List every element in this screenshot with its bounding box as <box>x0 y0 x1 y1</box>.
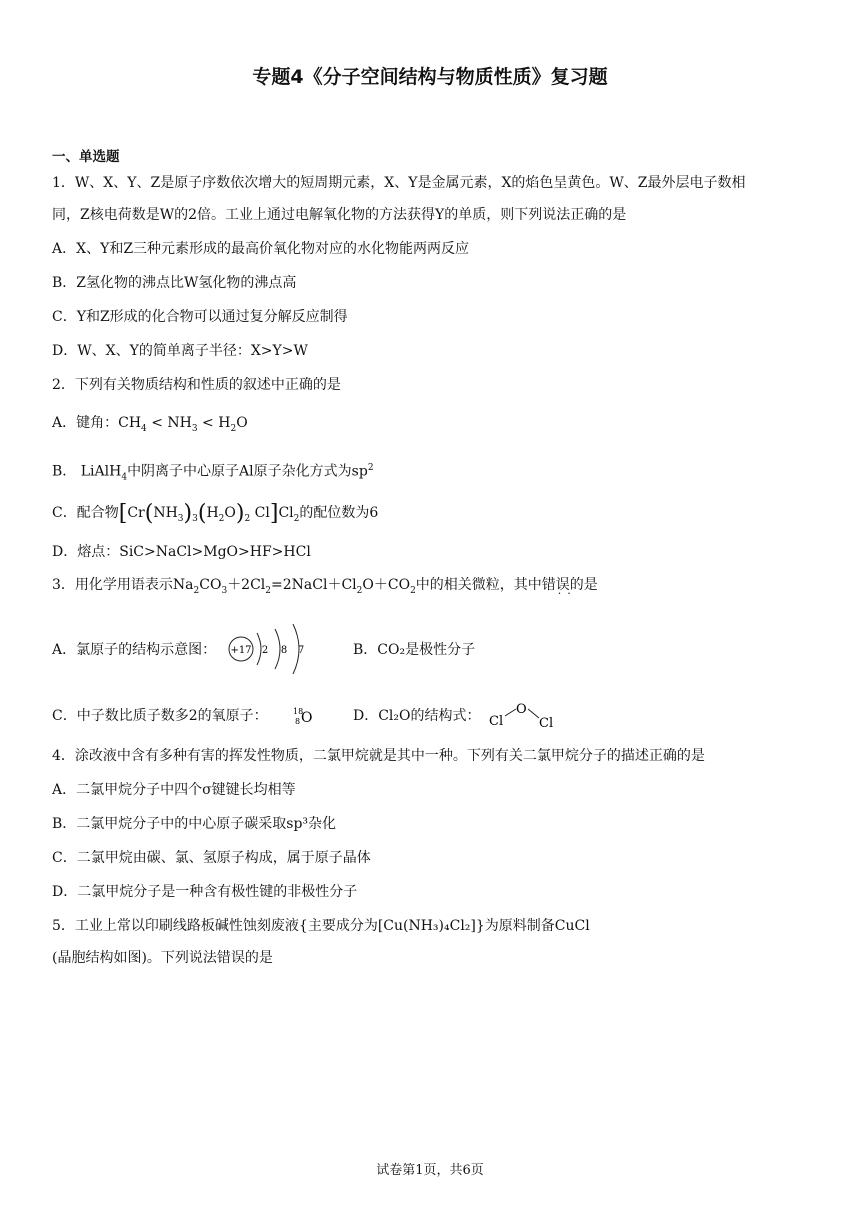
atomic-number: 8 <box>295 717 301 726</box>
q3-option-c: C．中子数比质子数多2的氧原子： <box>52 708 268 724</box>
oxygen-symbol: O <box>301 710 313 726</box>
mass-number: 18 <box>293 707 304 716</box>
q4-option-b: B．二氯甲烷分子中的中心原子碳采取sp³杂化 <box>52 816 337 832</box>
q5-line2: (晶胞结构如图)。下列说法错误的是 <box>52 950 273 966</box>
q4-stem: 4．涂改液中含有多种有害的挥发性物质，二氯甲烷就是其中一种。下列有关二氯甲烷分子的描述正确的是 <box>52 748 705 764</box>
chlorine-atom-diagram <box>226 621 316 679</box>
page-footer: 试卷第1页，共6页 <box>376 1163 484 1178</box>
o-center: O <box>516 702 527 717</box>
cl-right: Cl <box>539 716 554 730</box>
q1-stem-line2: 同，Z核电荷数是W的2倍。工业上通过电解氧化物的方法获得Y的单质，则下列说法正确的是 <box>52 207 627 223</box>
nucleus-label: +17 <box>230 645 252 656</box>
section-heading: 一、单选题 <box>52 149 120 165</box>
q2-option-b: B． LiAlH$_4$中阴离子中心原子Al原子杂化方式为$sp^2$ <box>52 463 374 483</box>
shell-2-count: 8 <box>280 645 288 656</box>
q4-option-a: A．二氯甲烷分子中四个σ键键长均相等 <box>52 782 296 798</box>
q2-stem: 2．下列有关物质结构和性质的叙述中正确的是 <box>52 377 341 393</box>
q3-option-d: D．Cl₂O的结构式： <box>353 708 481 724</box>
q5-line1: 5．工业上常以印刷线路板碱性蚀刻废液{主要成分为[Cu(NH₃)₄Cl₂]}为原料制备CuCl <box>52 918 590 934</box>
q1-option-a: A．X、Y和Z三种元素形成的最高价氧化物对应的水化物能两两反应 <box>52 241 470 257</box>
shell-3-count: 7 <box>297 645 305 656</box>
oxygen-18-notation <box>287 704 317 728</box>
cl-left: Cl <box>489 714 504 729</box>
q4-option-c: C．二氯甲烷由碳、氯、氢原子构成，属于原子晶体 <box>52 850 371 866</box>
q4-option-d: D．二氯甲烷分子是一种含有极性键的非极性分子 <box>52 884 358 900</box>
shell-1-count: 2 <box>261 645 269 656</box>
q1-stem-line1: 1．W、X、Y、Z是原子序数依次增大的短周期元素，X、Y是金属元素，X的焰色呈黄色。W、Z最外层电子数相 <box>52 175 746 191</box>
q3-stem: 3．用化学用语表示$Na_2CO_3+2Cl_2=2NaCl+Cl_2O+CO_2$中的相关微粒，其中错误 ··的是 <box>52 575 598 601</box>
q1-option-c: C．Y和Z形成的化合物可以通过复分解反应制得 <box>52 309 348 325</box>
q2-option-a: A．键角：$CH_4 < NH_3 < H_2O$ <box>52 415 248 434</box>
q1-option-d: D．W、X、Y的简单离子半径：X>Y>W <box>52 343 308 359</box>
q2-option-d: D．熔点：SiC>NaCl>MgO>HF>HCl <box>52 544 311 560</box>
page-title: 专题4《分子空间结构与物质性质》复习题 <box>252 66 608 88</box>
q1-option-b: B．Z氢化物的沸点比W氢化物的沸点高 <box>52 275 297 291</box>
q3-option-b: B．CO₂是极性分子 <box>353 642 476 658</box>
q2-option-c: C．配合物[$Cr(NH_3)_3(H_2O)_2$ $Cl]Cl_2$的配位数为6 <box>52 501 379 526</box>
cl2o-structure <box>487 700 561 730</box>
q3-option-a: A．氯原子的结构示意图： <box>52 642 217 658</box>
